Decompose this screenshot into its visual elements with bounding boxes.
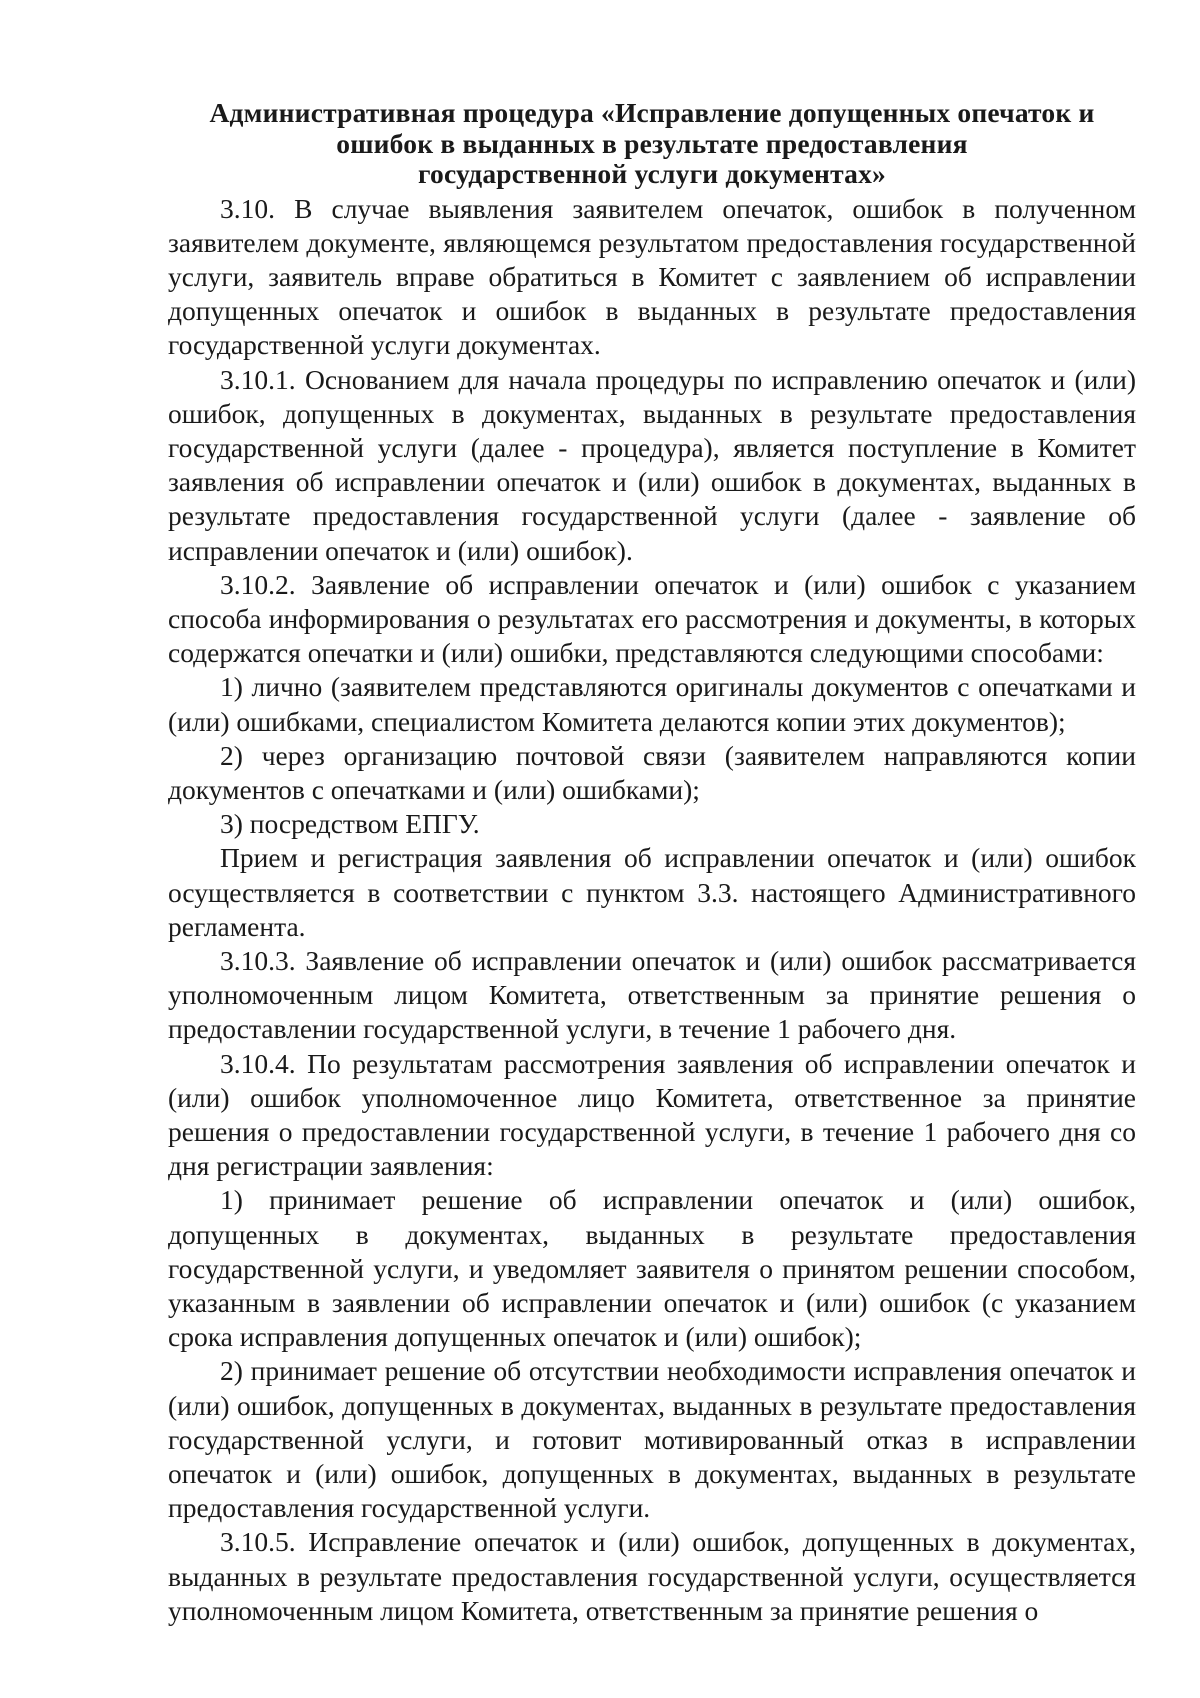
title-line-3: государственной услуги документах» (418, 158, 886, 189)
list-item-postal: 2) через организацию почтовой связи (заявителем направляются копии документов с опечатками и (или) ошибками); (168, 739, 1136, 805)
list-item-in-person: 1) лично (заявителем представляются оригиналы документов с опечатками и (или) ошибками, специалистом Комитета делаются копии этих документов); (168, 671, 1136, 737)
paragraph-3-10-3: 3.10.3. Заявление об исправлении опечаток и (или) ошибок рассматривается уполномоченным лицом Комитета, ответственным за принятие решения о предоставлении государственной услуги, в течение 1 рабочего дня. (168, 944, 1136, 1045)
paragraph-3-10: 3.10. В случае выявления заявителем опечаток, ошибок в полученном заявителем документе, являющемся результатом предоставления государственной услуги, заявитель вправе обратиться в Комитет с заявлением об исправлении допущенных опечаток и ошибок в выданных в результате предоставления государственной услуги документах. (168, 192, 1136, 361)
title-line-1: Административная процедура «Исправление допущенных опечаток и (209, 97, 1095, 128)
list-item-decision-correct: 1) принимает решение об исправлении опечаток и (или) ошибок, допущенных в документах, выданных в результате предоставления государственной услуги, и уведомляет заявителя о принятом решении способом, указанным в заявлении об исправлении опечаток и (или) ошибок (с указанием срока исправления допущенных опечаток и (или) ошибок); (168, 1184, 1136, 1353)
paragraph-3-10-5: 3.10.5. Исправление опечаток и (или) ошибок, допущенных в документах, выданных в результате предоставления государственной услуги, осуществляется уполномоченным лицом Комитета, ответственным за принятие решения о (168, 1526, 1136, 1626)
document-title (168, 98, 1136, 190)
title-line-2: ошибок в выданных в результате предоставления (336, 127, 968, 159)
paragraph-3-10-4: 3.10.4. По результатам рассмотрения заявления об исправлении опечаток и (или) ошибок уполномоченное лицо Комитета, ответственное за принятие решения о предоставлении государственной услуги, в течение 1 рабочего дня со дня регистрации заявления: (168, 1047, 1136, 1182)
paragraph-3-10-1: 3.10.1. Основанием для начала процедуры по исправлению опечаток и (или) ошибок, допущенных в документах, выданных в результате предоставления государственной услуги (далее - процедура), является поступление в Комитет заявления об исправлении опечаток и (или) ошибок в документах, выданных в результате предоставления государственной услуги (далее - заявление об исправлении опечаток и (или) ошибок). (168, 363, 1136, 566)
paragraph-reception: Прием и регистрация заявления об исправлении опечаток и (или) ошибок осуществляется в соответствии с пунктом 3.3. настоящего Административного регламента. (168, 842, 1136, 942)
list-item-decision-refuse: 2) принимает решение об отсутствии необходимости исправления опечаток и (или) ошибок, допущенных в документах, выданных в результате предоставления государственной услуги, и готовит мотивированный отказ в исправлении опечаток и (или) ошибок, допущенных в документах, выданных в результате предоставления государственной услуги. (168, 1355, 1136, 1524)
list-item-epgu: 3) посредством ЕПГУ. (220, 808, 480, 840)
paragraph-3-10-2: 3.10.2. Заявление об исправлении опечаток и (или) ошибок с указанием способа информирования о результатах его рассмотрения и документы, в которых содержатся опечатки и (или) ошибки, представляются следующими способами: (168, 568, 1136, 669)
document-body (168, 98, 1136, 1628)
